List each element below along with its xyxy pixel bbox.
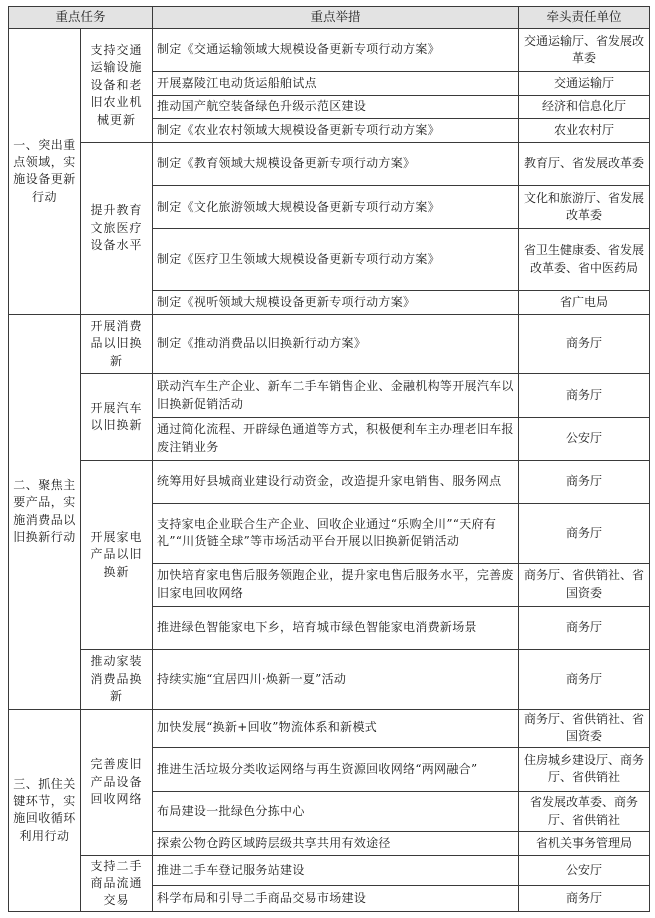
task-category: 三、抓住关键环节，实施回收循环利用行动 xyxy=(9,709,81,911)
header-measure: 重点举措 xyxy=(153,7,519,29)
unit-cell: 商务厅 xyxy=(519,374,650,417)
unit-cell: 公安厅 xyxy=(519,417,650,460)
measure-cell: 通过简化流程、开辟绿色通道等方式，积极便利车主办理老旧车报废注销业务 xyxy=(153,417,519,460)
unit-cell: 经济和信息化厅 xyxy=(519,95,650,119)
table-row xyxy=(9,709,650,747)
measure-cell: 科学布局和引导二手商品交易市场建设 xyxy=(153,885,519,911)
table-row xyxy=(9,856,650,885)
unit-cell: 省卫生健康委、省发展改革委、省中医药局 xyxy=(519,229,650,291)
unit-cell: 公安厅 xyxy=(519,856,650,885)
header-task: 重点任务 xyxy=(9,7,153,29)
unit-cell: 商务厅 xyxy=(519,503,650,563)
unit-cell: 交通运输厅、省发展改革委 xyxy=(519,29,650,72)
measure-cell: 持续实施“宜居四川·焕新一夏”活动 xyxy=(153,649,519,709)
table-row xyxy=(9,314,650,374)
unit-cell: 商务厅 xyxy=(519,649,650,709)
measure-cell: 推进二手车登记服务站建设 xyxy=(153,856,519,885)
measure-cell: 推进生活垃圾分类收运网络与再生资源回收网络“两网融合” xyxy=(153,747,519,791)
unit-cell: 省机关事务管理局 xyxy=(519,832,650,856)
measure-cell: 制定《推动消费品以旧换新行动方案》 xyxy=(153,314,519,374)
unit-cell: 省广电局 xyxy=(519,291,650,315)
subtask: 完善废旧产品设备回收网络 xyxy=(81,709,153,856)
unit-cell: 住房城乡建设厅、商务厅、省供销社 xyxy=(519,747,650,791)
unit-cell: 商务厅、省供销社、省国资委 xyxy=(519,563,650,606)
measure-cell: 制定《医疗卫生领域大规模设备更新专项行动方案》 xyxy=(153,229,519,291)
subtask: 开展家电产品以旧换新 xyxy=(81,460,153,649)
unit-cell: 商务厅 xyxy=(519,606,650,649)
subtask: 开展消费品以旧换新 xyxy=(81,314,153,374)
unit-cell: 商务厅 xyxy=(519,460,650,503)
unit-cell: 商务厅 xyxy=(519,314,650,374)
unit-cell: 省发展改革委、商务厅、省供销社 xyxy=(519,791,650,831)
subtask: 推动家装消费品换新 xyxy=(81,649,153,709)
measure-cell: 制定《文化旅游领域大规模设备更新专项行动方案》 xyxy=(153,186,519,229)
measure-cell: 统筹用好县城商业建设行动资金，改造提升家电销售、服务网点 xyxy=(153,460,519,503)
unit-cell: 农业农村厅 xyxy=(519,119,650,143)
measure-cell: 推进绿色智能家电下乡，培育城市绿色智能家电消费新场景 xyxy=(153,606,519,649)
unit-cell: 交通运输厅 xyxy=(519,72,650,96)
table-row xyxy=(9,374,650,417)
measures-table xyxy=(8,6,650,912)
unit-cell: 文化和旅游厅、省发展改革委 xyxy=(519,186,650,229)
task-category: 二、聚焦主要产品，实施消费品以旧换新行动 xyxy=(9,314,81,709)
measure-cell: 制定《视听领域大规模设备更新专项行动方案》 xyxy=(153,291,519,315)
measure-cell: 制定《农业农村领域大规模设备更新专项行动方案》 xyxy=(153,119,519,143)
measure-cell: 推动国产航空装备绿色升级示范区建设 xyxy=(153,95,519,119)
measure-cell: 布局建设一批绿色分拣中心 xyxy=(153,791,519,831)
table-row xyxy=(9,29,650,72)
task-category: 一、突出重点领域，实施设备更新行动 xyxy=(9,29,81,315)
header-row xyxy=(9,7,650,29)
measure-cell: 加快培育家电售后服务领跑企业，提升家电售后服务水平，完善废旧家电回收网络 xyxy=(153,563,519,606)
measure-cell: 支持家电企业联合生产企业、回收企业通过“乐购全川”“天府有礼”“川货链全球”等市场活动平台开展以旧换新促销活动 xyxy=(153,503,519,563)
measure-cell: 制定《交通运输领域大规模设备更新专项行动方案》 xyxy=(153,29,519,72)
measure-cell: 探索公物仓跨区域跨层级共享共用有效途径 xyxy=(153,832,519,856)
subtask: 支持二手商品流通交易 xyxy=(81,856,153,912)
table-row xyxy=(9,649,650,709)
subtask: 开展汽车以旧换新 xyxy=(81,374,153,460)
unit-cell: 教育厅、省发展改革委 xyxy=(519,143,650,186)
measure-cell: 开展嘉陵江电动货运船舶试点 xyxy=(153,72,519,96)
subtask: 提升教育文旅医疗设备水平 xyxy=(81,143,153,315)
unit-cell: 商务厅、省供销社、省国资委 xyxy=(519,709,650,747)
measure-cell: 联动汽车生产企业、新车二手车销售企业、金融机构等开展汽车以旧换新促销活动 xyxy=(153,374,519,417)
measure-cell: 加快发展“换新+回收”物流体系和新模式 xyxy=(153,709,519,747)
subtask: 支持交通运输设施设备和老旧农业机械更新 xyxy=(81,29,153,143)
table-row xyxy=(9,143,650,186)
measure-cell: 制定《教育领域大规模设备更新专项行动方案》 xyxy=(153,143,519,186)
unit-cell: 商务厅 xyxy=(519,885,650,911)
header-unit: 牵头责任单位 xyxy=(519,7,650,29)
table-row xyxy=(9,460,650,503)
